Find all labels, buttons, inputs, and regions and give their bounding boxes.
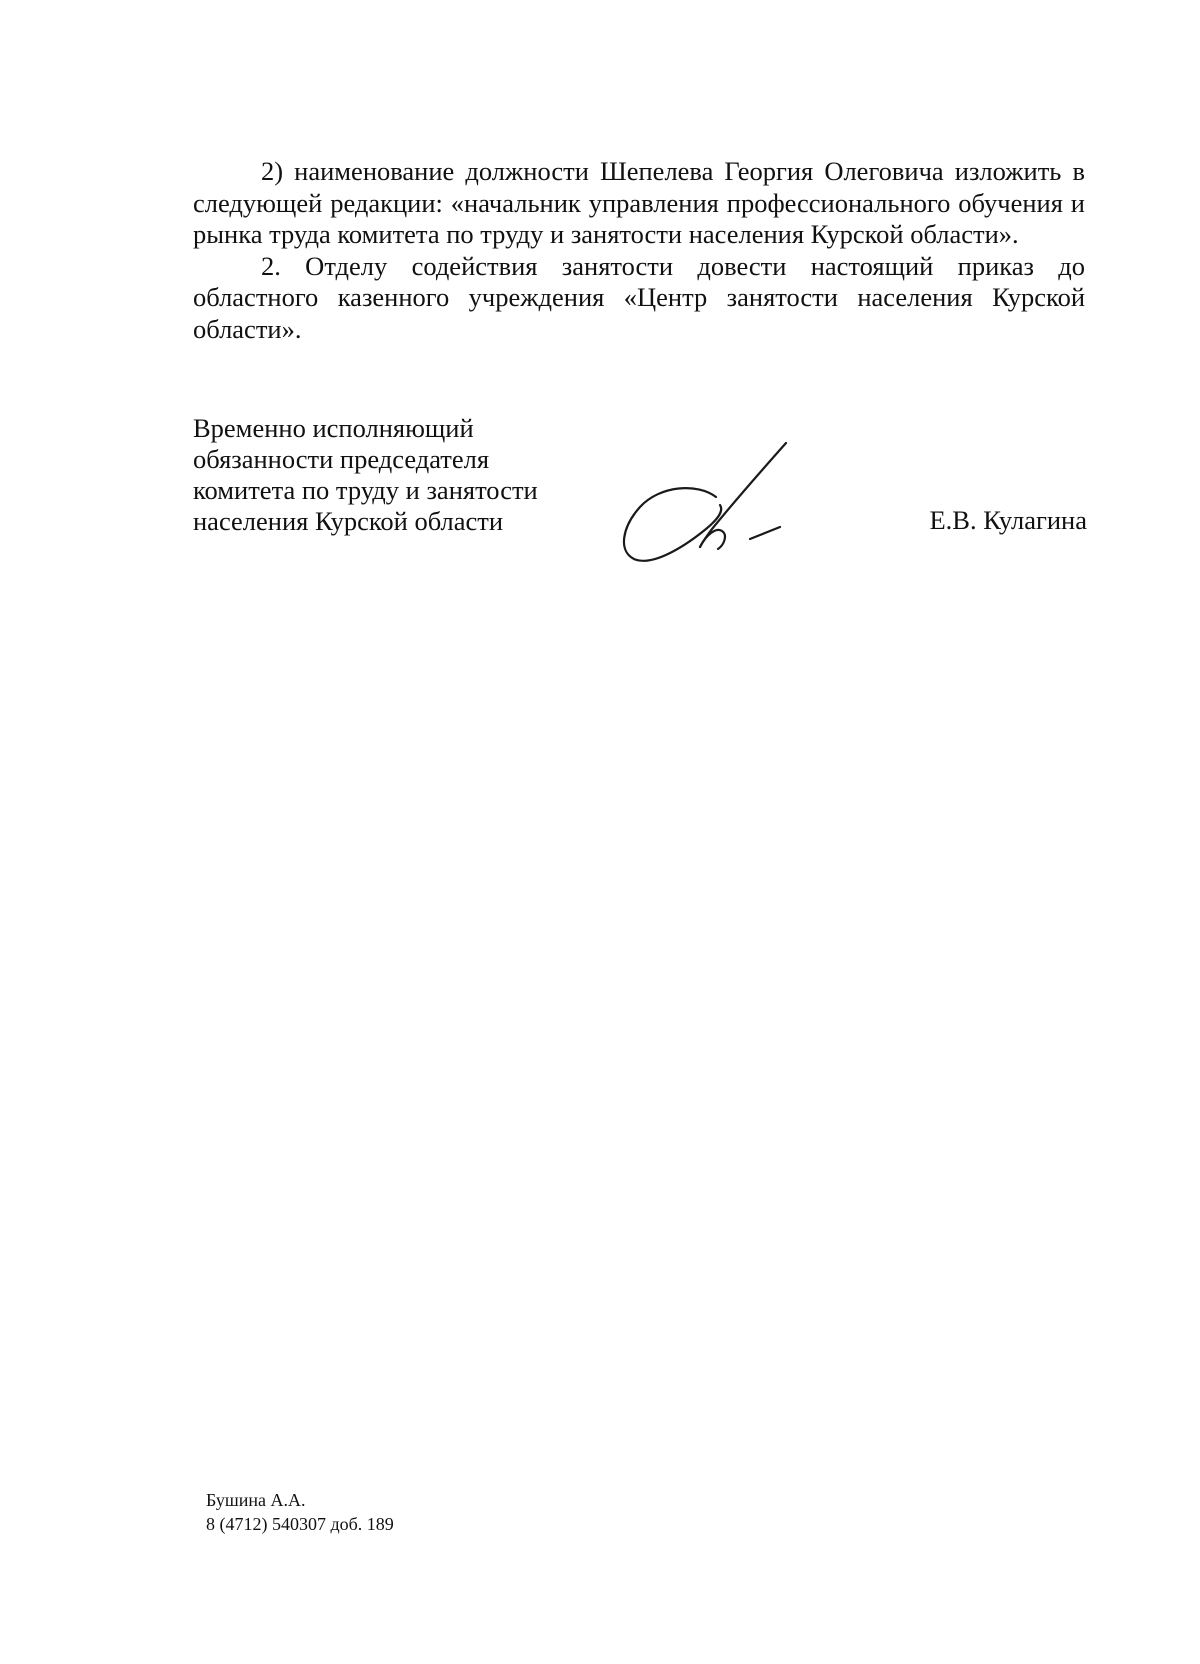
position-line: обязанности председателя (193, 444, 490, 474)
executor-phone: 8 (4712) 540307 доб. 189 (206, 1514, 394, 1534)
position-line: комитета по труду и занятости (193, 475, 538, 505)
position-line: населения Курской области (193, 506, 504, 536)
handwritten-signature-icon (620, 435, 830, 575)
position-line: Временно исполняющий (193, 413, 474, 443)
signatory-position (193, 413, 613, 537)
executor-info (206, 1488, 394, 1536)
paragraph-point-2: 2. Отделу содействия занятости довести настоящий приказ до областного казенного учреждения «Центр занятости населения Курской области». (193, 250, 1085, 344)
document-body (193, 156, 1085, 345)
paragraph-item-2-subpoint: 2) наименование должности Шепелева Георгия Олеговича изложить в следующей редакции: «начальник управления профессионального обучения и рынка труда комитета по труду и занятости населения Курской области». (193, 156, 1085, 249)
signer-name: Е.В. Кулагина (929, 505, 1087, 535)
executor-name: Бушина А.А. (206, 1490, 306, 1510)
